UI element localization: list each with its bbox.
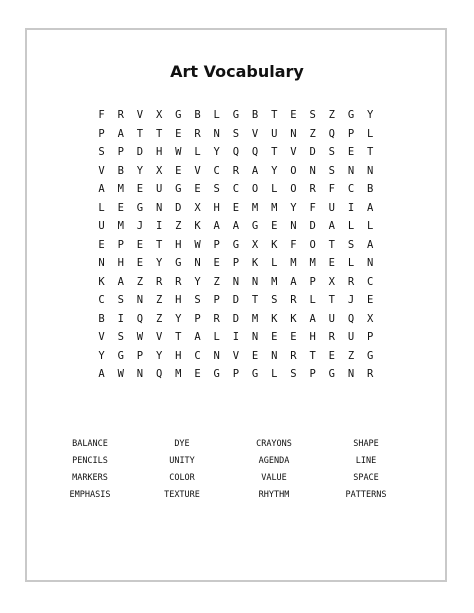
grid-letter: D xyxy=(136,146,144,158)
grid-letter: L xyxy=(347,257,355,269)
grid-letter: X xyxy=(367,312,374,325)
grid-letter: H xyxy=(175,238,182,251)
grid-letter: X xyxy=(194,201,201,214)
word-list-item: EMPHASIS xyxy=(69,490,111,500)
grid-letter: M xyxy=(271,201,278,214)
grid-letter: P xyxy=(213,294,220,306)
grid-letter: V xyxy=(136,109,144,121)
grid-letter: T xyxy=(155,238,163,251)
grid-letter: M xyxy=(251,312,259,325)
grid-letter: R xyxy=(290,294,297,306)
grid-letter: G xyxy=(117,349,124,362)
word-list-item: DYE xyxy=(174,439,190,449)
grid-letter: Z xyxy=(328,109,335,121)
grid-letter: Y xyxy=(290,201,297,214)
grid-letter: Y xyxy=(213,146,220,158)
grid-letter: D xyxy=(309,146,316,158)
grid-letter: T xyxy=(136,127,144,140)
grid-letter: O xyxy=(251,183,259,195)
grid-letter: I xyxy=(232,331,240,343)
word-list-item: MARKERS xyxy=(72,473,108,483)
grid-letter: A xyxy=(328,220,335,232)
grid-letter: N xyxy=(271,349,278,362)
grid-letter: P xyxy=(367,331,374,343)
grid-letter: B xyxy=(117,164,124,177)
grid-letter: Q xyxy=(136,312,144,325)
grid-letter: E xyxy=(194,368,201,380)
grid-letter: B xyxy=(194,109,201,121)
grid-letter: G xyxy=(251,368,259,380)
grid-letter: Z xyxy=(347,349,355,362)
grid-letter: P xyxy=(232,368,240,380)
grid-letter: N xyxy=(290,127,297,140)
grid-letter: U xyxy=(98,220,105,232)
word-list-item: VALUE xyxy=(261,473,287,483)
grid-letter: D xyxy=(232,294,240,306)
grid-letter: R xyxy=(232,164,240,177)
grid-letter: A xyxy=(309,312,316,325)
word-list-item: COLOR xyxy=(169,473,195,483)
grid-letter: Y xyxy=(98,349,105,362)
puzzle-title: Art Vocabulary xyxy=(170,62,304,81)
grid-letter: P xyxy=(136,349,144,362)
grid-letter: E xyxy=(175,164,182,177)
grid-letter: G xyxy=(232,238,240,251)
word-list-item: SHAPE xyxy=(353,439,379,449)
grid-letter: U xyxy=(328,312,335,325)
grid-letter: M xyxy=(117,183,124,195)
grid-letter: T xyxy=(155,127,163,140)
word-list-item: PENCILS xyxy=(72,456,108,466)
grid-letter: E xyxy=(213,257,220,269)
grid-letter: K xyxy=(194,220,201,232)
grid-letter: C xyxy=(194,349,201,362)
grid-letter: G xyxy=(328,368,335,380)
grid-letter: N xyxy=(367,164,374,177)
grid-letter: J xyxy=(347,294,355,306)
grid-letter: Y xyxy=(136,164,144,177)
grid-letter: T xyxy=(328,238,335,251)
grid-letter: G xyxy=(175,257,182,269)
grid-letter: F xyxy=(309,201,316,214)
grid-letter: A xyxy=(232,220,240,232)
grid-letter: E xyxy=(136,183,144,195)
grid-letter: I xyxy=(117,312,124,325)
grid-letter: E xyxy=(136,238,144,251)
grid-letter: U xyxy=(347,331,355,343)
grid-letter: A xyxy=(290,275,297,288)
grid-letter: A xyxy=(194,331,201,343)
grid-letter: E xyxy=(271,220,278,232)
grid-letter: H xyxy=(213,201,220,214)
grid-letter: N xyxy=(347,164,355,177)
grid-letter: U xyxy=(155,183,163,195)
grid-letter: N xyxy=(136,368,144,380)
grid-letter: E xyxy=(175,127,182,140)
grid-letter: N xyxy=(232,275,240,288)
grid-letter: F xyxy=(290,238,297,251)
grid-letter: N xyxy=(136,294,144,306)
grid-letter: D xyxy=(175,201,182,214)
grid-letter: E xyxy=(251,349,259,362)
grid-letter: R xyxy=(155,275,163,288)
grid-letter: M xyxy=(309,257,316,269)
grid-letter: P xyxy=(98,127,105,140)
grid-letter: C xyxy=(367,275,374,288)
grid-letter: V xyxy=(251,127,259,140)
grid-letter: R xyxy=(117,109,124,121)
grid-letter: G xyxy=(175,109,182,121)
grid-letter: F xyxy=(98,109,105,121)
grid-letter: N xyxy=(290,220,297,232)
grid-letter: O xyxy=(290,164,297,177)
grid-letter: Y xyxy=(155,257,163,269)
grid-letter: A xyxy=(251,164,259,177)
grid-letter: U xyxy=(271,127,278,140)
word-list-item: LINE xyxy=(355,456,377,466)
grid-letter: X xyxy=(328,275,335,288)
grid-letter: B xyxy=(367,183,374,195)
grid-letter: E xyxy=(367,294,374,306)
grid-letter: W xyxy=(136,331,144,343)
grid-letter: R xyxy=(367,368,374,380)
grid-letter: L xyxy=(98,201,105,214)
grid-letter: L xyxy=(271,368,278,380)
grid-letter: T xyxy=(271,109,278,121)
grid-letter: V xyxy=(98,164,105,177)
grid-letter: Z xyxy=(136,275,144,288)
grid-letter: N xyxy=(213,127,220,140)
grid-letter: L xyxy=(194,146,201,158)
grid-letter: P xyxy=(117,146,124,158)
grid-letter: L xyxy=(367,220,374,232)
grid-letter: E xyxy=(328,349,335,362)
grid-letter: S xyxy=(271,294,278,306)
grid-letter: N xyxy=(251,275,259,288)
grid-letter: A xyxy=(213,220,220,232)
word-list-item: UNITY xyxy=(169,456,195,466)
grid-letter: Z xyxy=(213,275,220,288)
grid-letter: V xyxy=(194,164,201,177)
grid-letter: R xyxy=(347,275,355,288)
grid-letter: M xyxy=(117,220,124,232)
grid-letter: X xyxy=(155,164,163,177)
grid-letter: P xyxy=(194,312,201,325)
grid-letter: H xyxy=(117,257,124,269)
grid-letter: Z xyxy=(155,312,163,325)
grid-letter: H xyxy=(309,331,316,343)
grid-letter: I xyxy=(155,220,163,232)
grid-letter: V xyxy=(155,331,163,343)
grid-letter: N xyxy=(155,201,163,214)
grid-letter: P xyxy=(309,368,316,380)
grid-letter: C xyxy=(232,183,240,195)
grid-letter: L xyxy=(213,109,220,121)
grid-letter: W xyxy=(175,146,182,158)
grid-letter: S xyxy=(117,331,124,343)
grid-letter: E xyxy=(328,257,335,269)
word-list-item: BALANCE xyxy=(72,439,108,449)
grid-letter: L xyxy=(309,294,316,306)
grid-letter: E xyxy=(117,201,124,214)
grid-letter: E xyxy=(271,331,278,343)
grid-letter: Q xyxy=(347,312,355,325)
grid-letter: K xyxy=(271,238,278,251)
grid-letter: K xyxy=(290,312,297,325)
grid-letter: M xyxy=(175,368,182,380)
grid-letter: B xyxy=(251,109,259,121)
grid-letter: E xyxy=(232,201,240,214)
grid-letter: J xyxy=(136,220,144,232)
word-list-item: SPACE xyxy=(353,473,379,483)
grid-letter: T xyxy=(309,349,316,362)
grid-letter: G xyxy=(213,368,220,380)
grid-letter: V xyxy=(290,146,297,158)
grid-letter: D xyxy=(232,312,240,325)
grid-letter: H xyxy=(175,349,182,362)
grid-letter: C xyxy=(347,183,355,195)
grid-letter: N xyxy=(309,164,316,177)
grid-letter: N xyxy=(98,257,105,269)
grid-letter: F xyxy=(328,183,335,195)
grid-letter: S xyxy=(117,294,124,306)
grid-letter: Y xyxy=(194,275,201,288)
grid-letter: I xyxy=(347,201,355,214)
grid-letter: R xyxy=(175,275,182,288)
grid-letter: C xyxy=(98,294,105,306)
grid-letter: V xyxy=(98,331,105,343)
grid-letter: Y xyxy=(367,109,374,121)
grid-letter: Q xyxy=(232,146,240,158)
grid-letter: X xyxy=(251,238,259,251)
grid-letter: R xyxy=(309,183,316,195)
grid-letter: K xyxy=(271,312,278,325)
word-list xyxy=(52,436,404,504)
grid-letter: A xyxy=(117,275,124,288)
grid-letter: V xyxy=(232,349,240,362)
grid-letter: A xyxy=(367,238,374,251)
grid-letter: L xyxy=(271,257,278,269)
grid-letter: L xyxy=(347,220,355,232)
grid-letter: Q xyxy=(155,368,163,380)
grid-letter: P xyxy=(117,238,124,251)
grid-letter: T xyxy=(328,294,335,306)
word-list-item: CRAYONS xyxy=(256,439,292,449)
grid-letter: N xyxy=(213,349,220,362)
word-list-item: RHYTHM xyxy=(258,490,290,500)
grid-letter: E xyxy=(347,146,355,158)
grid-letter: W xyxy=(194,238,201,251)
grid-letter: M xyxy=(290,257,297,269)
grid-letter: M xyxy=(271,275,278,288)
grid-letter: Q xyxy=(328,127,335,140)
grid-letter: N xyxy=(347,368,355,380)
grid-letter: N xyxy=(367,257,374,269)
grid-letter: S xyxy=(98,146,105,158)
letter-grid xyxy=(92,106,380,384)
grid-letter: X xyxy=(155,109,163,121)
grid-letter: G xyxy=(347,109,355,121)
grid-letter: R xyxy=(290,349,297,362)
grid-letter: H xyxy=(175,294,182,306)
grid-letter: Z xyxy=(155,294,163,306)
grid-letter: S xyxy=(290,368,297,380)
grid-letter: E xyxy=(290,109,297,121)
grid-letter: N xyxy=(194,257,201,269)
grid-letter: H xyxy=(155,146,163,158)
grid-letter: L xyxy=(367,127,374,140)
word-list-item: TEXTURE xyxy=(164,490,200,500)
grid-letter: G xyxy=(251,220,259,232)
grid-letter: G xyxy=(232,109,240,121)
grid-letter: S xyxy=(213,183,220,195)
grid-letter: Y xyxy=(155,349,163,362)
word-list-item: AGENDA xyxy=(258,456,290,466)
grid-letter: Z xyxy=(175,220,182,232)
grid-letter: A xyxy=(98,368,105,380)
grid-letter: E xyxy=(290,331,297,343)
grid-letter: E xyxy=(194,183,201,195)
grid-letter: K xyxy=(98,275,105,288)
grid-letter: P xyxy=(213,238,220,251)
grid-letter: A xyxy=(98,183,105,195)
grid-letter: B xyxy=(98,312,105,325)
grid-letter: P xyxy=(232,257,240,269)
grid-letter: R xyxy=(194,127,201,140)
grid-letter: D xyxy=(309,220,316,232)
grid-letter: T xyxy=(251,294,259,306)
grid-letter: E xyxy=(136,257,144,269)
grid-letter: Z xyxy=(309,127,316,140)
grid-letter: S xyxy=(347,238,355,251)
grid-letter: C xyxy=(213,164,220,177)
grid-letter: U xyxy=(328,201,335,214)
grid-letter: M xyxy=(251,201,259,214)
grid-letter: Y xyxy=(175,312,182,325)
grid-letter: S xyxy=(194,294,201,306)
grid-letter: Y xyxy=(271,164,278,177)
word-list-item: PATTERNS xyxy=(345,490,387,500)
grid-letter: T xyxy=(367,146,374,158)
grid-letter: E xyxy=(98,238,105,251)
grid-letter: K xyxy=(251,257,259,269)
grid-letter: G xyxy=(136,201,144,214)
grid-letter: W xyxy=(117,368,124,380)
grid-letter: L xyxy=(213,331,220,343)
grid-letter: T xyxy=(271,146,278,158)
grid-letter: S xyxy=(328,164,335,177)
grid-letter: S xyxy=(309,109,316,121)
grid-letter: L xyxy=(271,183,278,195)
grid-letter: A xyxy=(117,127,124,140)
grid-letter: G xyxy=(367,349,374,362)
grid-letter: T xyxy=(175,331,182,343)
grid-letter: R xyxy=(328,331,335,343)
grid-letter: O xyxy=(290,183,297,195)
grid-letter: Q xyxy=(251,146,259,158)
grid-letter: O xyxy=(309,238,316,251)
grid-letter: R xyxy=(213,312,220,325)
grid-letter: A xyxy=(367,201,374,214)
grid-letter: N xyxy=(251,331,259,343)
grid-letter: P xyxy=(309,275,316,288)
grid-letter: S xyxy=(232,127,240,140)
grid-letter: P xyxy=(347,127,355,140)
grid-letter: G xyxy=(175,183,182,195)
grid-letter: S xyxy=(328,146,335,158)
